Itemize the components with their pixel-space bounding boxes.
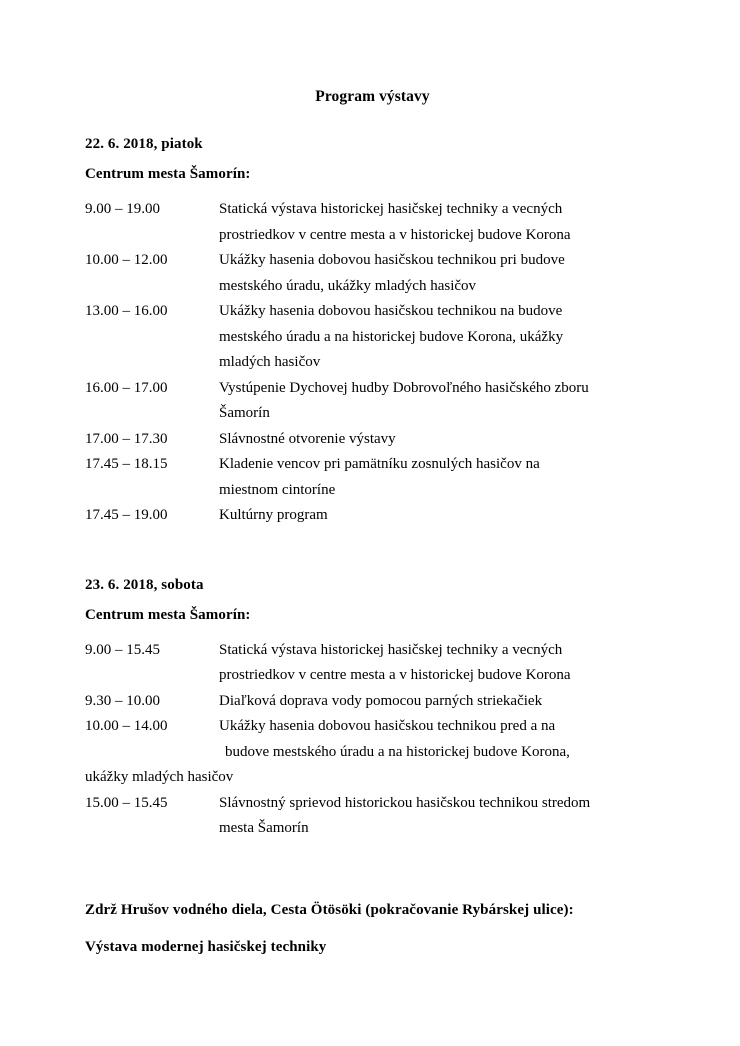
schedule-description (219, 503, 660, 529)
schedule-time: 13.00 – 16.00 (85, 303, 168, 319)
schedule-description-line: miestnom cintoríne (219, 481, 336, 498)
schedule-description (219, 689, 660, 715)
schedule-row (85, 248, 660, 299)
schedule-description-line: mestského úradu, ukážky mladých hasičov (219, 277, 477, 294)
schedule-description (219, 427, 660, 453)
schedule-row (85, 427, 660, 453)
schedule-description-line: Ukážky hasenia dobovou hasičskou technikou pri budove (219, 252, 565, 268)
spacer (85, 594, 660, 607)
schedule-description-line: prostriedkov v centre mesta a v historickej budove Korona (219, 226, 571, 243)
schedule-description-line: Kladenie vencov pri pamätníku zosnulých hasičov na (219, 456, 540, 472)
spacer (85, 842, 660, 898)
schedule-description-line: Šamorín (219, 405, 270, 421)
document-content (85, 0, 660, 961)
schedule-time: 10.00 – 14.00 (85, 718, 168, 734)
schedule-row (85, 197, 660, 248)
spacer (85, 106, 660, 136)
schedule-description-line: budove mestského úradu a na historickej budove Korona, (225, 743, 570, 760)
spacer (85, 624, 660, 638)
schedule-description-line: mesta Šamorín (219, 820, 309, 836)
schedule-time: 15.00 – 15.45 (85, 794, 168, 811)
day-block-saturday (85, 577, 660, 842)
schedule-description (219, 376, 660, 427)
schedule-time: 9.00 – 19.00 (85, 201, 160, 217)
spacer (85, 183, 660, 197)
schedule-description-line: Ukážky hasenia dobovou hasičskou technikou pred a na (219, 718, 556, 734)
schedule-row (85, 452, 660, 503)
schedule-description (219, 714, 660, 765)
schedule-row (85, 638, 660, 689)
schedule-description (219, 452, 660, 503)
day-venue-heading: Centrum mesta Šamorín: (85, 166, 251, 182)
schedule-row (85, 791, 660, 842)
day-block-friday (85, 136, 660, 529)
schedule-description (219, 197, 660, 248)
schedule-time: 17.00 – 17.30 (85, 430, 168, 447)
footer-location-heading: Zdrž Hrušov vodného diela, Cesta Ötösöki (pokračovanie Rybárskej ulice): (85, 901, 574, 918)
day-date-heading: 23. 6. 2018, sobota (85, 576, 204, 593)
schedule-row (85, 503, 660, 529)
schedule-time: 9.00 – 15.45 (85, 641, 160, 658)
spacer (85, 153, 660, 166)
footer-exhibit-heading: Výstava modernej hasičskej techniky (85, 939, 327, 955)
schedule-description-line: prostriedkov v centre mesta a v historickej budove Korona (219, 667, 571, 683)
schedule-description-line: mladých hasičov (219, 354, 321, 370)
schedule-row (85, 299, 660, 376)
spacer (85, 923, 660, 935)
schedule-description-line: Slávnostné otvorenie výstavy (219, 430, 396, 447)
schedule-description (219, 299, 660, 376)
schedule-row (85, 714, 660, 765)
schedule-description-line: Vystúpenie Dychovej hudby Dobrovoľného hasičského zboru (219, 379, 589, 396)
day-venue-heading: Centrum mesta Šamorín: (85, 606, 251, 623)
schedule-time: 17.45 – 19.00 (85, 507, 168, 523)
schedule-description-line: Ukážky hasenia dobovou hasičskou technikou na budove (219, 303, 563, 319)
schedule-description (219, 638, 660, 689)
schedule-overflow-line: ukážky mladých hasičov (85, 769, 234, 785)
schedule-row (85, 376, 660, 427)
schedule-description-line: Slávnostný sprievod historickou hasičskou technikou stredom (219, 794, 591, 811)
schedule-description-line: mestského úradu a na historickej budove Korona, ukážky (219, 328, 564, 345)
footer-section (85, 898, 660, 961)
spacer (85, 529, 660, 577)
schedule-time: 17.45 – 18.15 (85, 456, 168, 472)
schedule-time: 16.00 – 17.00 (85, 379, 168, 396)
schedule-time: 10.00 – 12.00 (85, 252, 168, 268)
schedule-row (85, 689, 660, 715)
schedule-description-line: Statická výstava historickej hasičskej techniky a vecných (219, 641, 563, 658)
schedule-description-line: Statická výstava historickej hasičskej techniky a vecných (219, 201, 563, 217)
schedule-description-line: Kultúrny program (219, 507, 328, 523)
schedule-description-line: Diaľková doprava vody pomocou parných striekačiek (219, 692, 543, 709)
schedule-description (219, 791, 660, 842)
schedule-time: 9.30 – 10.00 (85, 692, 160, 709)
schedule-description (219, 248, 660, 299)
page-title: Program výstavy (315, 88, 430, 105)
day-date-heading: 22. 6. 2018, piatok (85, 136, 203, 152)
